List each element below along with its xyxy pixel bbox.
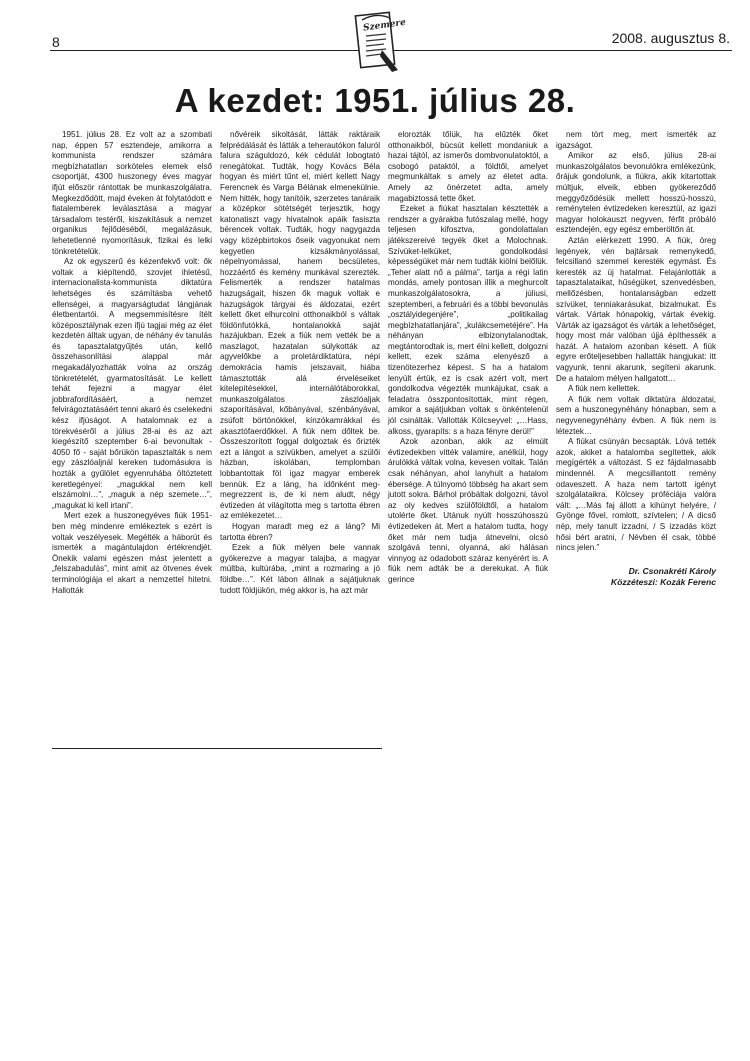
logo-text: Szemere	[362, 17, 407, 34]
paragraph: A fiúk nem kellettek.	[568, 384, 640, 394]
paragraph: Hogyan maradt meg ez a láng? Mi tartotta ébren?	[220, 521, 380, 542]
article-column-4	[556, 130, 716, 750]
article-column-2	[220, 130, 380, 750]
article-column-1	[52, 130, 212, 750]
paragraph: nővéreik sikoltását, látták raktáraik felprédálását és látták a teherautókon faluról falura száguldozó, kék cédulát lobogtató renegátokat. Tudták, hogy Kovács Béla hogyan és miért tűnt el, miért kellett Nagy Ferencnek és Varga Bélának elmenekülnie. Nem hitték, hogy tanítóik, szerzetes tanáraik a középkor sötétségét terjesztik, hogy katonatiszt vagy hivatalnok apáik fasiszta bérencek voltak. Tudták, hogy nagygazda vagy középbirtokos őseik vagyonukat nem kegyetlen kizsákmányolással, népelnyomással, hanem becsületes, hozzáértő és kemény munkával szerezték. Felismerték a rendszer hatalmas hazugságait, hiszen ők maguk voltak e hazugságok tárgyai és áldozatai, ezért kellett őket elhurcolni otthonaikból s váltak földönfutókká, hontalanokká saját hazájukban. Ezek a fiúk nem vették be a maszlagot, hazatalan súlykották az agyvelőkbe a proletárdiktatúra, népi demokrácia hamis jelszavait, hiába támasztották alá érveléseiket kitelepítésekkel, internálótáborokkal, munkaszolgálatos zászlóaljak szaporításával, kőbányával, szénbányával, zsúfolt börtönökkel, kínzókamrákkal és akasztófaerdőkkel. A fiúk nem dőltek be. Összeszorított foggal dolgoztak és őrizték ezt a lángot a szívükben, amelyet a szülői házban, iskolában, templomban lobbantottak föl igaz magyar emberek bennük. Ez a láng, ha időnként meg-megrezzent is, de ki nem aludt, négy évtizeden át világította meg s tartotta ébren az emlékezetet…	[220, 130, 380, 521]
paragraph: A fiúk nem voltak diktatúra áldozatai, sem a huszonegynéhány hónapban, sem a negyvenegynéhány évben. A fiúk nem is léteztek…	[556, 394, 716, 436]
paragraph: Mert ezek a huszonegyéves fiúk 1951-ben még mindenre emlékeztek s ezért is voltak veszélyesek. Megélték a háborút és ismerték a magántulajdon értékrendjét. Önekik valami egészen mást jelentett a „felszabadulás”, mint amit az ötvenes évek terminológiája el akart a nemzettel hitetni. Hallották	[52, 511, 212, 595]
paragraph: Az ok egyszerű és kézenfekvő volt: ők voltak a kiépítendő, szovjet ihletésű, internacionalista-kommunista diktatúra lehetséges és számításba vehető ellenségei, a magyarságtudat lángjának életbentartói. A megsemmisítésre ítélt középosztálynak ezen ifjú tagjai még az élet kezdetén álltak ugyan, de néhány év tanulás és tapasztalatgyűjtés után, kellő összehasonlítási alappal már megakadályozhatták volna az ország tönkretételét, gyarmatosítását. Le kellett tehát fejezni a magyar élet jobbrafordításáért, a nemzet felvirágoztatásáért tenni akaró és cselekedni kész ifjúságot. A hatalomnak ez a törekvéséről a július 28-ai és az azt kiegészítő szeptember 6-ai bevonultak - 4050 fő - saját bőrükön tapasztalták s nem egy zászlóaljnál kereken tudomásukra is hozták a gyűlölet egyenruhába öltöztetett keretlegényei: „magukkal nem kell elszámolni…”, „maguk a nép szemete…”, „magukat ki kell irtani”.	[52, 257, 212, 510]
paragraph: Azok azonban, akik az elmúlt évtizedekben vitték valamire, anélkül, hogy árulókká váltak volna, kevesen voltak. Talán csak néhányan, ahol lanyhult a hatalom ébersége. A túlnyomó többség ha akart sem jutott sokra. Bárhol próbáltak dolgozni, távol az oly kedves szülőföldtől, a hatalom utolérte őket. Utánuk nyúlt hosszúhosszú évtizedeken át. Mert a hatalom tudta, hogy őket már nem tudja átnevelni, olcsó szolgává tenni, olyanná, aki hálásan vinnyog az odadobott száraz kenyérért is. A fiúk nem adták be a derekukat. A fiúk gerince	[388, 437, 548, 584]
article-body	[52, 130, 716, 750]
paragraph: 1951. július 28. Ez volt az a szombati nap, éppen 57 esztendeje, amikorra a kommunista rendszer számára megbízhatatlan sorköteles elemek első csoportját, 4300 huszonegy éves magyar ifjút először rántottak be munkaszolgálatra. Megkezdődött, majd éveken át folytatódott e fiatalemberek leválasztása a magyar társadalom testéről, kiszakításuk a nemzet organikus fejlődéséből, megalázásuk, lehetetlenné nyomorításuk, fizikai és lelki tönkretételük.	[52, 130, 212, 256]
signature	[556, 566, 716, 588]
paragraph: A fiúkat csúnyán becsapták. Lóvá tették azok, akiket a hatalomba segítettek, akik megígérték a változást. S ez fájdalmasabb mindennél. A megcsillantott remény odaveszett. A haza nem tartott igényt szolgálataikra. Kölcsey próféciája valóra vált: „…Más faj állott a kihúnyt helyére, / Gyönge fővel, romlott, szívtelen; / A dicső nép, mely tanult izzadni, / S izzadás közt hősi bért aratni, / Névben él csak, többé nincs jelen.”	[556, 437, 716, 553]
footer-rule	[52, 748, 382, 749]
paragraph: Ezeket a fiúkat hasztalan késztették a rendszer a gyárakba futószalag mellé, hogy teljesen kifosztva, gondolattalan játékszereivé tegyék őket a Molochnak. Szívüket-lelküket, gondolkodási képességüket már nem tudták kiölni belőlük. „Teher alatt nő a pálma”, tartja a régi latin mondás, amely pontosan illik a meghurcolt munkaszolgálatosokra, a júliusi, szeptemberi, a februári és a többi bevonulás „osztályidegenjére”, „politikailag megbízhatatlanjára”, „kulákcsemetéjére”. Ha néhányan elbizonytalanodtak, megtántorodtak is, mert élni kellett, dolgozni kellett, ezek száma elenyésző a tizenötezerhez képest. S ha a hatalom lenyúlt értük, ez is csak azért volt, mert gondolkodva végezték munkájukat, csak a feladatra összpontosítottak, mint régen, amikor a sajátjukban voltak s önkéntelenül jól csinálták. Vallották Kölcseyvel: „…Hass, alkoss, gyarapíts: s a haza fényre derül!”	[388, 204, 548, 436]
paragraph: Amikor az első, július 28-ai munkaszolgálatos bevonulókra emlékezünk, őrájuk gondolunk, a fiúkra, akik kitartottak múltjuk, elveik, ebben gyökereződő meggyőződésük mellett hosszú-hosszú, reménytelen évtizedeken keresztül, az igazi magyar holokauszt negyven, férfit próbáló esztendején, egy egész emberöltőn át.	[556, 151, 716, 235]
paragraph: nem tört meg, mert ismerték az igazságot.	[556, 130, 716, 150]
article-title: A kezdet: 1951. július 28.	[174, 82, 576, 119]
paragraph: elorozták tőlük, ha elűzték őket otthonaikból, búcsút kellett mondaniuk a hazai tájtól, az ismerős dombvonulatoktól, a csobogó pataktól, a földtől, amelyet megmunkáltak s amely az életet adta. Amely az önérzetet adta, amely magabiztossá tette őket.	[388, 130, 548, 203]
paragraph: Aztán elérkezett 1990. A fiúk, öreg legények, vén bajtársak remenykedő, felcsillanó szemmel keresték egymást. És keresték az új hatalmat. Felajánlották a tapasztalataikat, hűségüket, szenvedésben, mellőzésben, hontalanságban edzett szívüket, tenniakarásukat, bizalmukat. És vártak. Vártak hónapokig, vártak évekig. Várták az igazságot és várták a lehetőséget, hogy most már valóban újjá építhessék a hazát. A hatalom azonban késett. A fiúk egyre erőteljesebben hallatták hangjukat: itt vagyunk, tenni akarunk, segíteni akarunk. De a hatalom mélyen hallgatott…	[556, 235, 716, 383]
page-number: 8	[52, 34, 60, 50]
newspaper-scroll-icon	[352, 10, 407, 74]
issue-date: 2008. augusztus 8.	[611, 30, 730, 46]
publisher-name: Közzéteszi: Kozák Ferenc	[610, 576, 716, 587]
author-name: Dr. Csonakréti Károly	[628, 565, 716, 576]
article-column-3	[388, 130, 548, 750]
paragraph: Ezek a fiúk mélyen bele vannak gyökerezve a magyar talajba, a magyar múltba, kultúrába, „mint a rozmaring a jó földbe…”. Két lábon állnak a sajátjuknak tudott földjükön, még akkor is, ha azt már	[220, 543, 380, 595]
